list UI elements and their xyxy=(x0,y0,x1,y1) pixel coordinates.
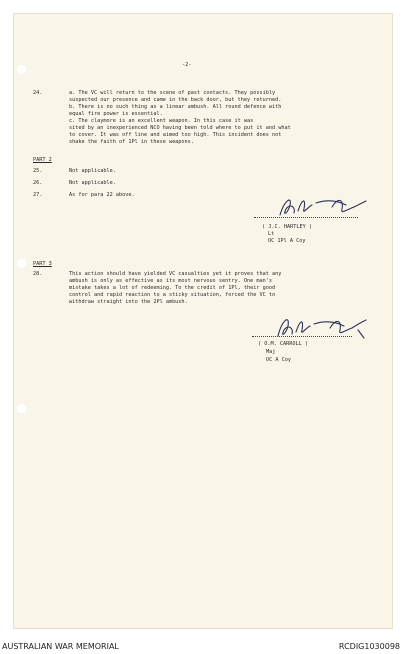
para-24-line: a. The VC will return to the scene of past contacts. They possibly xyxy=(69,90,276,96)
signature-line xyxy=(254,217,358,218)
para-24-line: equal fire power is essential. xyxy=(69,111,163,117)
para-28-line: withdraw straight into the 2Pl ambush. xyxy=(69,299,188,305)
para-24-line: sited by an inexperienced NCO having been told where to put it and what xyxy=(69,125,291,131)
para-28-line: control and rapid reaction to a sticky situation, forced the VC to xyxy=(69,292,276,298)
para-24-line: suspected our presence and came in the back door, but they returned. xyxy=(69,97,282,103)
signature-line xyxy=(252,336,352,337)
para-28-line: ambush is only as effective as its most nervous sentry. One man's xyxy=(69,278,273,284)
para-number: 25. xyxy=(33,168,43,174)
archive-credit: AUSTRALIAN WAR MEMORIAL xyxy=(2,642,119,651)
para-text: Not applicable. xyxy=(69,168,116,174)
para-28-line: mistake takes a lot of redeeming. To the credit of 1Pl, their good xyxy=(69,285,276,291)
para-text: Not applicable. xyxy=(69,180,116,186)
signatory-name: ( O.M. CARROLL ) xyxy=(258,341,308,347)
para-28-number: 28. xyxy=(33,271,43,277)
part-2-heading: PART 2 xyxy=(33,157,52,163)
para-24-line: to cover. It was off line and aimed too high. This incident does not xyxy=(69,132,282,138)
para-number: 26. xyxy=(33,180,43,186)
para-24-number: 24. xyxy=(33,90,43,96)
signatory-role: OC A Coy xyxy=(266,357,291,363)
page-number: -2- xyxy=(182,62,192,68)
signatory-rank: Lt xyxy=(268,231,275,237)
para-text: As for para 22 above. xyxy=(69,192,135,198)
para-24-line: shake the faith of 1Pl in these weapons. xyxy=(69,139,194,145)
punch-hole xyxy=(16,64,27,75)
para-number: 27. xyxy=(33,192,43,198)
signatory-rank: Maj xyxy=(266,349,276,355)
record-id: RCDIG1030098 xyxy=(338,642,400,651)
signatory-role: OC 1Pl A Coy xyxy=(268,238,306,244)
para-24-line: c. The claymore is an excellent weapon. In this case it was xyxy=(69,118,254,124)
para-28-line: This action should have yielded VC casualties yet it proves that any xyxy=(69,271,282,277)
punch-hole xyxy=(16,403,27,414)
part-3-heading: PART 3 xyxy=(33,261,52,267)
signatory-name: ( J.C. HARTLEY ) xyxy=(262,224,312,230)
para-24-line: b. There is no such thing as a linear ambush. All round defence with xyxy=(69,104,282,110)
punch-hole xyxy=(16,258,27,269)
handwritten-signature xyxy=(268,312,372,342)
